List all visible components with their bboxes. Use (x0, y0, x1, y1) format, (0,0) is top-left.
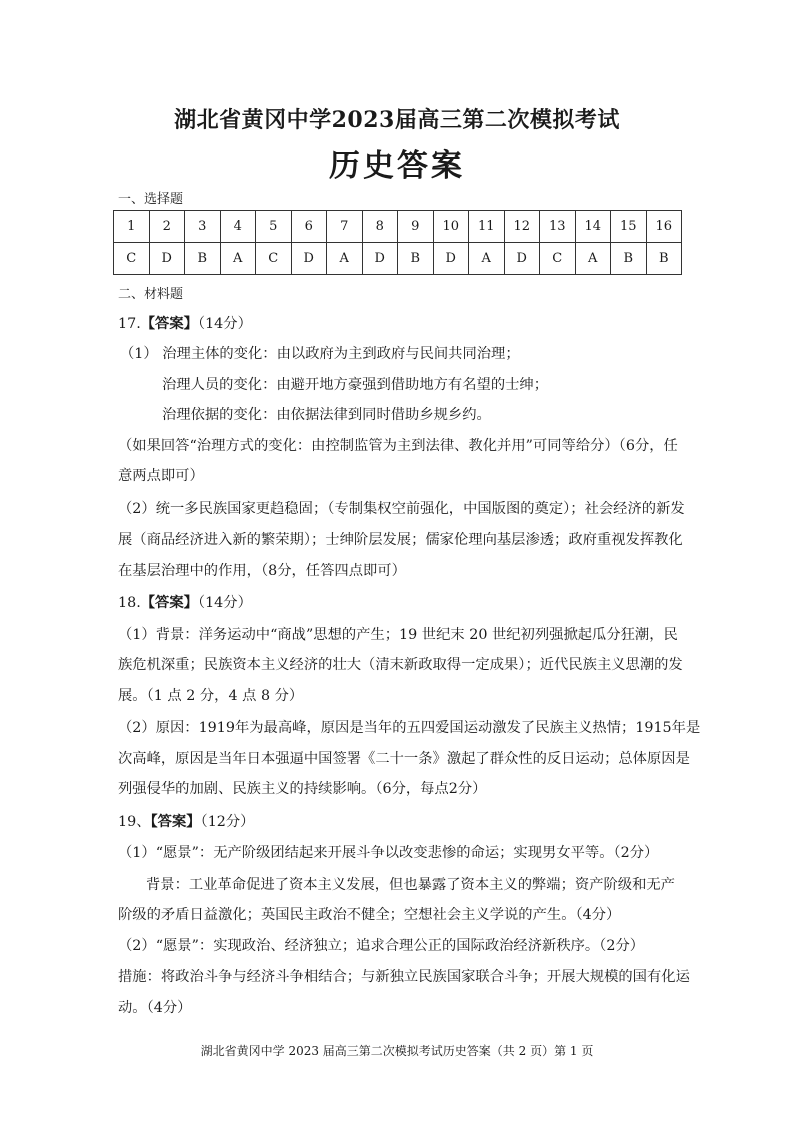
question-number-cell: 3 (185, 211, 221, 243)
answer-cell: B (646, 243, 682, 275)
question-number-cell: 7 (327, 211, 363, 243)
answer-cell: C (540, 243, 576, 275)
q18-score: （14分） (197, 595, 252, 611)
q19-part2-line3: 动。（4分） (118, 1000, 192, 1016)
exam-title: 湖北省黄冈中学2023届高三第二次模拟考试 (174, 107, 620, 133)
question-number-cell: 11 (469, 211, 505, 243)
q17-part2-line2: 展（商品经济进入新的繁荣期）；士绅阶层发展；儒家伦理向基层渗透；政府重视发挥教化 (118, 532, 683, 548)
answer-cell: B (398, 243, 434, 275)
question-number-cell: 10 (433, 211, 469, 243)
answer-cell: C (114, 243, 150, 275)
q17-part1-line3: 治理依据的变化：由依据法律到同时借助乡规乡约。 (162, 407, 491, 423)
q17-part1-line1: （1） 治理主体的变化：由以政府为主到政府与民间共同治理； (120, 346, 520, 362)
question-number-cell: 5 (256, 211, 292, 243)
q19-score: （12分） (200, 814, 255, 830)
q18-part2-line3: 列强侵华的加剧、民族主义的持续影响。（6分，每点2分） (118, 781, 487, 797)
answer-cell: B (611, 243, 647, 275)
question-number-cell: 2 (149, 211, 185, 243)
q17-answer-label: 【答案】 (140, 316, 198, 332)
answer-cell: D (362, 243, 398, 275)
q17-note-line2: 意两点即可） (118, 468, 204, 484)
q19-part1-line2: 背景：工业革命促进了资本主义发展，但也暴露了资本主义的弊端；资产阶级和无产 (146, 877, 675, 893)
answer-cell: A (327, 243, 363, 275)
question-number-cell: 8 (362, 211, 398, 243)
q17-header (118, 314, 252, 334)
answer-cell: D (149, 243, 185, 275)
subject-title: 历史答案 (329, 148, 465, 184)
section-material-heading: 二、材料题 (118, 287, 184, 302)
section-choice-heading: 一、选择题 (118, 192, 184, 207)
answer-cell: D (433, 243, 469, 275)
q18-part1-line1: （1）背景：洋务运动中“商战”思想的产生；19 世纪末 20 世纪初列强掀起瓜分狂潮，民 (118, 627, 678, 643)
q18-answer-label: 【答案】 (140, 595, 198, 611)
q19-number: 19、 (118, 814, 151, 830)
answer-cell: B (185, 243, 221, 275)
question-number-cell: 16 (646, 211, 682, 243)
q19-answer-label: 【答案】 (150, 814, 201, 830)
q18-part1-line3: 展。（1 点 2 分，4 点 8 分） (118, 688, 304, 704)
q17-number: 17. (118, 316, 141, 332)
q18-part2-line1: （2）原因：1919年为最高峰，原因是当年的五四爱国运动激发了民族主义热情；1915年是 (118, 720, 701, 736)
answer-cell: A (220, 243, 256, 275)
q19-part2-line1: （2）“愿景”：实现政治、经济独立；追求合理公正的国际政治经济新秩序。（2分） (118, 938, 645, 954)
question-number-cell: 12 (504, 211, 540, 243)
answer-cell: A (469, 243, 505, 275)
q17-score: （14分） (197, 316, 252, 332)
q18-number: 18. (118, 595, 141, 611)
q18-part2-line2: 次高峰，原因是当年日本强逼中国签署《二十一条》激起了群众性的反日运动；总体原因是 (118, 751, 690, 767)
question-number-cell: 4 (220, 211, 256, 243)
q17-note-line1: （如果回答“治理方式的变化：由控制监管为主到法律、教化并用”可同等给分）（6分，任 (118, 438, 678, 454)
question-number-cell: 13 (540, 211, 576, 243)
answer-row (114, 243, 682, 275)
q17-part1-line2: 治理人员的变化：由避开地方豪强到借助地方有名望的士绅； (162, 377, 549, 393)
answer-cell: D (504, 243, 540, 275)
question-number-cell: 15 (611, 211, 647, 243)
question-number-cell: 14 (575, 211, 611, 243)
choice-answer-table (113, 210, 682, 275)
q17-part2-line3: 在基层治理中的作用，（8分，任答四点即可） (118, 563, 406, 579)
answer-cell: C (256, 243, 292, 275)
question-number-cell: 9 (398, 211, 434, 243)
q18-header (118, 593, 252, 613)
q19-part2-line2: 措施：将政治斗争与经济斗争相结合；与新独立民族国家联合斗争；开展大规模的国有化运 (118, 969, 690, 985)
q18-part1-line2: 族危机深重；民族资本主义经济的壮大（清末新政取得一定成果）；近代民族主义思潮的发 (118, 657, 683, 673)
q19-part1-line1: （1）“愿景”：无产阶级团结起来开展斗争以改变悲惨的命运；实现男女平等。（2分） (118, 845, 659, 861)
q19-header (118, 812, 254, 832)
answer-cell: D (291, 243, 327, 275)
q19-part1-line3: 阶级的矛盾日益激化；英国民主政治不健全；空想社会主义学说的产生。（4分） (118, 907, 621, 923)
question-number-row (114, 211, 682, 243)
question-number-cell: 6 (291, 211, 327, 243)
page-footer: 湖北省黄冈中学 2023 届高三第二次模拟考试历史答案（共 2 页）第 1 页 (200, 1044, 594, 1058)
q17-part2-line1: （2）统一多民族国家更趋稳固；（专制集权空前强化，中国版图的奠定）；社会经济的新发 (118, 501, 685, 517)
question-number-cell: 1 (114, 211, 150, 243)
answer-cell: A (575, 243, 611, 275)
